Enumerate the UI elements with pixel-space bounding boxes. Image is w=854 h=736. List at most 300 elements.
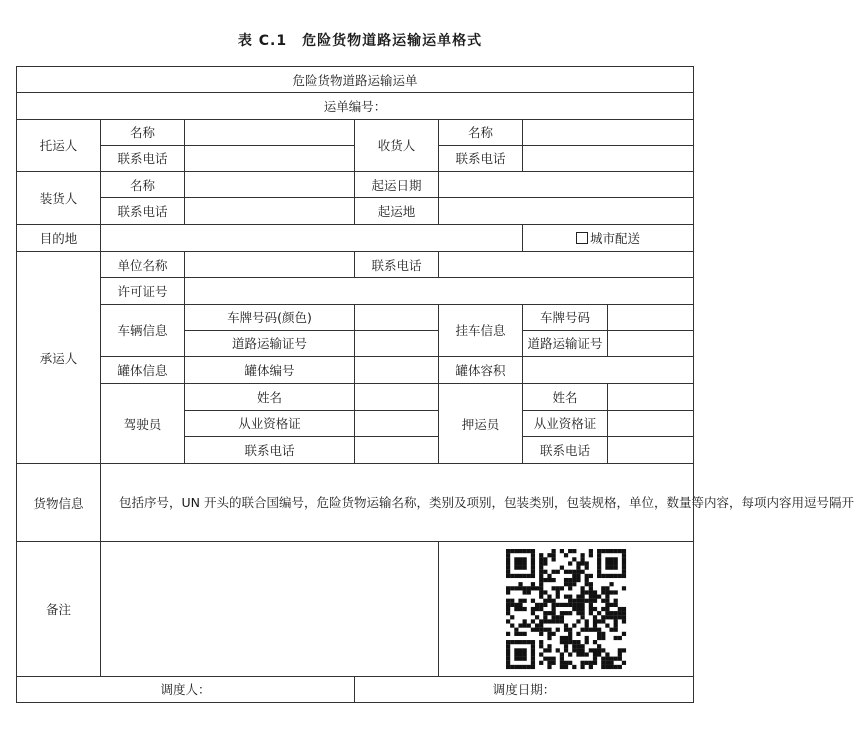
qr-module xyxy=(510,598,514,602)
qr-module xyxy=(523,557,527,561)
qr-module xyxy=(552,557,556,561)
qr-module xyxy=(527,665,531,669)
qr-module xyxy=(568,603,572,607)
qr-module xyxy=(593,607,597,611)
qr-module xyxy=(589,582,593,586)
qr-module xyxy=(556,603,560,607)
qr-module xyxy=(597,561,601,565)
qr-module xyxy=(585,623,589,627)
qr-module xyxy=(597,652,601,656)
qr-module xyxy=(552,619,556,623)
qr-module xyxy=(531,565,535,569)
city-delivery-checkbox[interactable] xyxy=(576,232,588,244)
qr-module xyxy=(523,598,527,602)
qr-module xyxy=(572,648,576,652)
qr-module xyxy=(560,640,564,644)
waybill-form xyxy=(16,66,854,703)
qr-module xyxy=(560,611,564,615)
trailer-road-cert-field[interactable] xyxy=(608,330,694,356)
qr-module xyxy=(576,565,580,569)
qr-module xyxy=(580,603,584,607)
qr-module xyxy=(605,574,609,578)
qr-module xyxy=(576,574,580,578)
tank-capacity-field[interactable] xyxy=(523,357,694,384)
driver-phone-field[interactable] xyxy=(355,436,439,463)
carrier-phone-field[interactable] xyxy=(439,251,694,277)
qr-module xyxy=(618,611,622,615)
qr-module xyxy=(564,553,568,557)
qr-module xyxy=(564,661,568,665)
qr-module xyxy=(510,574,514,578)
qr-module xyxy=(543,590,547,594)
qr-module xyxy=(580,570,584,574)
qr-module xyxy=(560,665,564,669)
qr-module xyxy=(531,661,535,665)
qr-module xyxy=(580,665,584,669)
loader-label: 装货人 xyxy=(17,172,101,225)
qr-module xyxy=(601,648,605,652)
loader-phone-field[interactable] xyxy=(185,198,355,224)
qr-module xyxy=(531,582,535,586)
qr-module xyxy=(589,627,593,631)
qr-module xyxy=(597,594,601,598)
qr-module xyxy=(609,590,613,594)
loader-name-field[interactable] xyxy=(185,172,355,198)
destination-field[interactable] xyxy=(101,224,523,251)
qr-module xyxy=(572,607,576,611)
qr-module xyxy=(535,623,539,627)
qr-module xyxy=(506,590,510,594)
qr-module xyxy=(622,619,626,623)
qr-module xyxy=(531,611,535,615)
qr-module xyxy=(523,640,527,644)
qr-module xyxy=(552,656,556,660)
qr-module xyxy=(539,594,543,598)
qr-module xyxy=(506,570,510,574)
remarks-field[interactable] xyxy=(101,542,439,676)
qr-module xyxy=(605,586,609,590)
qr-module xyxy=(552,661,556,665)
qr-module xyxy=(605,598,609,602)
qr-module xyxy=(597,553,601,557)
qr-module xyxy=(622,557,626,561)
qr-module xyxy=(601,665,605,669)
qr-module xyxy=(539,644,543,648)
qr-module xyxy=(506,611,510,615)
qr-module xyxy=(593,598,597,602)
qr-module xyxy=(622,574,626,578)
qr-module xyxy=(547,665,551,669)
qr-module xyxy=(622,570,626,574)
carrier-phone-label: 联系电话 xyxy=(355,251,439,277)
departure-date-field[interactable] xyxy=(439,172,694,198)
qr-module xyxy=(576,652,580,656)
qr-module xyxy=(593,623,597,627)
qr-module xyxy=(539,603,543,607)
qr-module xyxy=(506,557,510,561)
qr-module xyxy=(593,615,597,619)
qr-module xyxy=(506,661,510,665)
qr-module xyxy=(560,603,564,607)
qr-module xyxy=(539,632,543,636)
qr-module xyxy=(618,607,622,611)
escort-phone-label: 联系电话 xyxy=(523,436,608,463)
qr-module xyxy=(543,557,547,561)
qr-module xyxy=(506,619,510,623)
qr-module xyxy=(601,590,605,594)
qr-module xyxy=(568,582,572,586)
shipper-phone-field[interactable] xyxy=(185,145,355,171)
qr-module xyxy=(552,607,556,611)
qr-module xyxy=(539,652,543,656)
qr-module xyxy=(552,578,556,582)
qr-module xyxy=(580,607,584,611)
qr-module xyxy=(547,578,551,582)
qr-module xyxy=(601,574,605,578)
qr-module xyxy=(564,640,568,644)
qr-module xyxy=(580,557,584,561)
escort-qualification-label: 从业资格证 xyxy=(523,410,608,436)
license-no-field[interactable] xyxy=(185,278,694,304)
qr-module xyxy=(531,570,535,574)
qr-module xyxy=(535,586,539,590)
qr-module xyxy=(593,627,597,631)
qr-module xyxy=(597,565,601,569)
consignee-name-field[interactable] xyxy=(523,119,694,145)
escort-name-label: 姓名 xyxy=(523,384,608,410)
qr-module xyxy=(601,607,605,611)
qr-module xyxy=(527,640,531,644)
qr-module xyxy=(510,640,514,644)
qr-module xyxy=(518,603,522,607)
qr-module xyxy=(518,549,522,553)
qr-module xyxy=(618,648,622,652)
qr-module xyxy=(605,615,609,619)
qr-module xyxy=(527,623,531,627)
qr-module xyxy=(605,594,609,598)
qr-module xyxy=(531,619,535,623)
qr-module xyxy=(523,623,527,627)
city-delivery-label: 城市配送 xyxy=(590,230,641,246)
remarks-label: 备注 xyxy=(17,542,101,676)
qr-module xyxy=(523,632,527,636)
goods-info-description[interactable]: 包括序号，UN 开头的联合国编号，危险货物运输名称，类别及项别，包装类别，包装规格，单位，数量等内容，每项内容用逗号隔开 xyxy=(101,464,694,542)
qr-module xyxy=(547,598,551,602)
qr-module xyxy=(609,661,613,665)
qr-module xyxy=(506,607,510,611)
qr-module xyxy=(564,594,568,598)
qr-module xyxy=(539,607,543,611)
qr-module xyxy=(547,553,551,557)
qr-module xyxy=(568,549,572,553)
qr-module xyxy=(601,615,605,619)
qr-module xyxy=(597,619,601,623)
qr-module xyxy=(593,594,597,598)
shipper-name-field[interactable] xyxy=(185,119,355,145)
qr-module xyxy=(576,570,580,574)
qr-module xyxy=(589,553,593,557)
qr-module xyxy=(601,656,605,660)
qr-module xyxy=(556,590,560,594)
qr-module xyxy=(593,652,597,656)
qr-module xyxy=(531,607,535,611)
qr-module xyxy=(572,603,576,607)
qr-module xyxy=(560,636,564,640)
qr-module xyxy=(609,656,613,660)
driver-name-field[interactable] xyxy=(355,384,439,410)
qr-module xyxy=(560,652,564,656)
qr-module xyxy=(589,665,593,669)
qr-module xyxy=(605,607,609,611)
qr-module xyxy=(523,607,527,611)
qr-module xyxy=(506,656,510,660)
goods-info-label: 货物信息 xyxy=(17,464,101,542)
qr-module xyxy=(518,632,522,636)
driver-qualification-field[interactable] xyxy=(355,410,439,436)
qr-module xyxy=(618,549,622,553)
qr-module xyxy=(518,574,522,578)
qr-module xyxy=(514,549,518,553)
qr-module xyxy=(552,611,556,615)
qr-module xyxy=(576,578,580,582)
qr-module xyxy=(622,648,626,652)
qr-module xyxy=(572,557,576,561)
qr-module xyxy=(568,636,572,640)
qr-module xyxy=(614,619,618,623)
qr-module xyxy=(597,611,601,615)
qr-module xyxy=(523,586,527,590)
qr-module xyxy=(514,574,518,578)
qr-module xyxy=(572,582,576,586)
qr-module xyxy=(510,549,514,553)
qr-module xyxy=(506,574,510,578)
qr-module xyxy=(564,603,568,607)
qr-module xyxy=(531,665,535,669)
qr-module xyxy=(547,636,551,640)
qr-module xyxy=(589,648,593,652)
qr-module xyxy=(514,627,518,631)
qr-module xyxy=(510,615,514,619)
qr-module xyxy=(518,565,522,569)
vehicle-info-label: 车辆信息 xyxy=(101,304,185,357)
qr-module xyxy=(609,574,613,578)
qr-module xyxy=(527,549,531,553)
qr-module xyxy=(593,590,597,594)
consignee-phone-field[interactable] xyxy=(523,145,694,171)
qr-module xyxy=(506,640,510,644)
qr-module xyxy=(539,619,543,623)
qr-module xyxy=(568,652,572,656)
qr-module xyxy=(614,549,618,553)
qr-module xyxy=(564,636,568,640)
qr-module xyxy=(506,565,510,569)
qr-module xyxy=(531,644,535,648)
qr-module xyxy=(510,665,514,669)
escort-phone-field[interactable] xyxy=(608,436,694,463)
qr-module xyxy=(580,561,584,565)
qr-module xyxy=(523,549,527,553)
qr-module xyxy=(547,574,551,578)
qr-module xyxy=(580,648,584,652)
qr-module xyxy=(506,644,510,648)
qr-module xyxy=(514,648,518,652)
driver-phone-label: 联系电话 xyxy=(185,436,355,463)
qr-module xyxy=(506,665,510,669)
qr-module xyxy=(593,648,597,652)
qr-module xyxy=(622,607,626,611)
qr-module xyxy=(506,648,510,652)
qr-module xyxy=(568,578,572,582)
qr-module xyxy=(618,574,622,578)
qr-module xyxy=(601,632,605,636)
qr-module xyxy=(614,627,618,631)
qr-module xyxy=(597,549,601,553)
qr-module xyxy=(589,603,593,607)
tank-info-label: 罐体信息 xyxy=(101,357,185,384)
qr-module xyxy=(589,574,593,578)
qr-module xyxy=(585,565,589,569)
qr-module xyxy=(585,590,589,594)
shipper-label: 托运人 xyxy=(17,119,101,172)
qr-module xyxy=(518,656,522,660)
qr-module xyxy=(609,611,613,615)
qr-module xyxy=(518,623,522,627)
qr-module xyxy=(589,598,593,602)
qr-module xyxy=(618,665,622,669)
city-delivery-option[interactable] xyxy=(523,224,694,251)
driver-label: 驾驶员 xyxy=(101,384,185,464)
qr-module xyxy=(609,603,613,607)
qr-module xyxy=(614,574,618,578)
escort-name-field[interactable] xyxy=(608,384,694,410)
qr-module xyxy=(580,590,584,594)
qr-module xyxy=(585,582,589,586)
qr-module xyxy=(506,598,510,602)
qr-module xyxy=(547,632,551,636)
escort-qualification-field[interactable] xyxy=(608,410,694,436)
qr-module xyxy=(543,570,547,574)
qr-module xyxy=(514,652,518,656)
qr-module xyxy=(622,565,626,569)
qr-module xyxy=(506,632,510,636)
qr-module xyxy=(523,565,527,569)
qr-module xyxy=(543,648,547,652)
qr-module xyxy=(527,590,531,594)
qr-module xyxy=(535,607,539,611)
trailer-plate-field[interactable] xyxy=(608,304,694,330)
qr-module xyxy=(556,619,560,623)
qr-module xyxy=(622,615,626,619)
qr-module xyxy=(560,586,564,590)
qr-module xyxy=(543,627,547,631)
qr-module xyxy=(601,598,605,602)
qr-module xyxy=(564,623,568,627)
waybill-number-label: 运单编号： xyxy=(17,93,694,119)
qr-module xyxy=(585,561,589,565)
qr-module xyxy=(580,615,584,619)
qr-code-icon xyxy=(506,549,626,669)
qr-module xyxy=(597,627,601,631)
qr-module xyxy=(539,586,543,590)
qr-module xyxy=(552,586,556,590)
qr-module xyxy=(614,636,618,640)
qr-module xyxy=(585,598,589,602)
qr-module xyxy=(514,640,518,644)
qr-module xyxy=(560,549,564,553)
shipper-name-label: 名称 xyxy=(101,119,185,145)
qr-module xyxy=(539,578,543,582)
qr-module xyxy=(593,661,597,665)
qr-module xyxy=(605,549,609,553)
qr-module xyxy=(514,656,518,660)
qr-module xyxy=(556,594,560,598)
qr-module xyxy=(568,661,572,665)
unit-name-field[interactable] xyxy=(185,251,355,277)
qr-module xyxy=(510,623,514,627)
qr-module xyxy=(585,578,589,582)
qr-module xyxy=(527,586,531,590)
form-header: 危险货物道路运输运单 xyxy=(17,67,694,93)
qr-module xyxy=(552,632,556,636)
qr-module xyxy=(514,561,518,565)
qr-module xyxy=(560,565,564,569)
departure-place-field[interactable] xyxy=(439,198,694,224)
qr-module xyxy=(576,632,580,636)
qr-module xyxy=(593,619,597,623)
qr-module xyxy=(605,661,609,665)
qr-module xyxy=(518,561,522,565)
qr-module xyxy=(552,603,556,607)
qr-module xyxy=(543,561,547,565)
qr-module xyxy=(614,557,618,561)
qr-module xyxy=(564,648,568,652)
qr-module xyxy=(514,586,518,590)
qr-module xyxy=(580,611,584,615)
qr-module xyxy=(514,603,518,607)
qr-module xyxy=(568,570,572,574)
qr-module xyxy=(543,656,547,660)
vehicle-road-cert-field[interactable] xyxy=(355,330,439,356)
qr-module xyxy=(539,582,543,586)
tank-no-field[interactable] xyxy=(355,357,439,384)
qr-module xyxy=(576,611,580,615)
qr-module xyxy=(585,574,589,578)
qr-module xyxy=(535,615,539,619)
qr-module xyxy=(547,627,551,631)
qr-module xyxy=(523,665,527,669)
qr-module xyxy=(576,603,580,607)
qr-module xyxy=(568,640,572,644)
trailer-plate-label: 车牌号码 xyxy=(523,304,608,330)
qr-module xyxy=(605,656,609,660)
qr-module xyxy=(614,561,618,565)
qr-module xyxy=(576,598,580,602)
qr-module xyxy=(539,553,543,557)
qr-module xyxy=(506,603,510,607)
qr-module xyxy=(556,570,560,574)
qr-module xyxy=(580,598,584,602)
qr-module xyxy=(531,656,535,660)
qr-module xyxy=(568,586,572,590)
carrier-label: 承运人 xyxy=(17,251,101,463)
qr-module xyxy=(547,594,551,598)
qr-module xyxy=(614,623,618,627)
qr-module xyxy=(576,648,580,652)
qr-module xyxy=(609,549,613,553)
vehicle-plate-field[interactable] xyxy=(355,304,439,330)
qr-module xyxy=(605,611,609,615)
shipper-phone-label: 联系电话 xyxy=(101,145,185,171)
